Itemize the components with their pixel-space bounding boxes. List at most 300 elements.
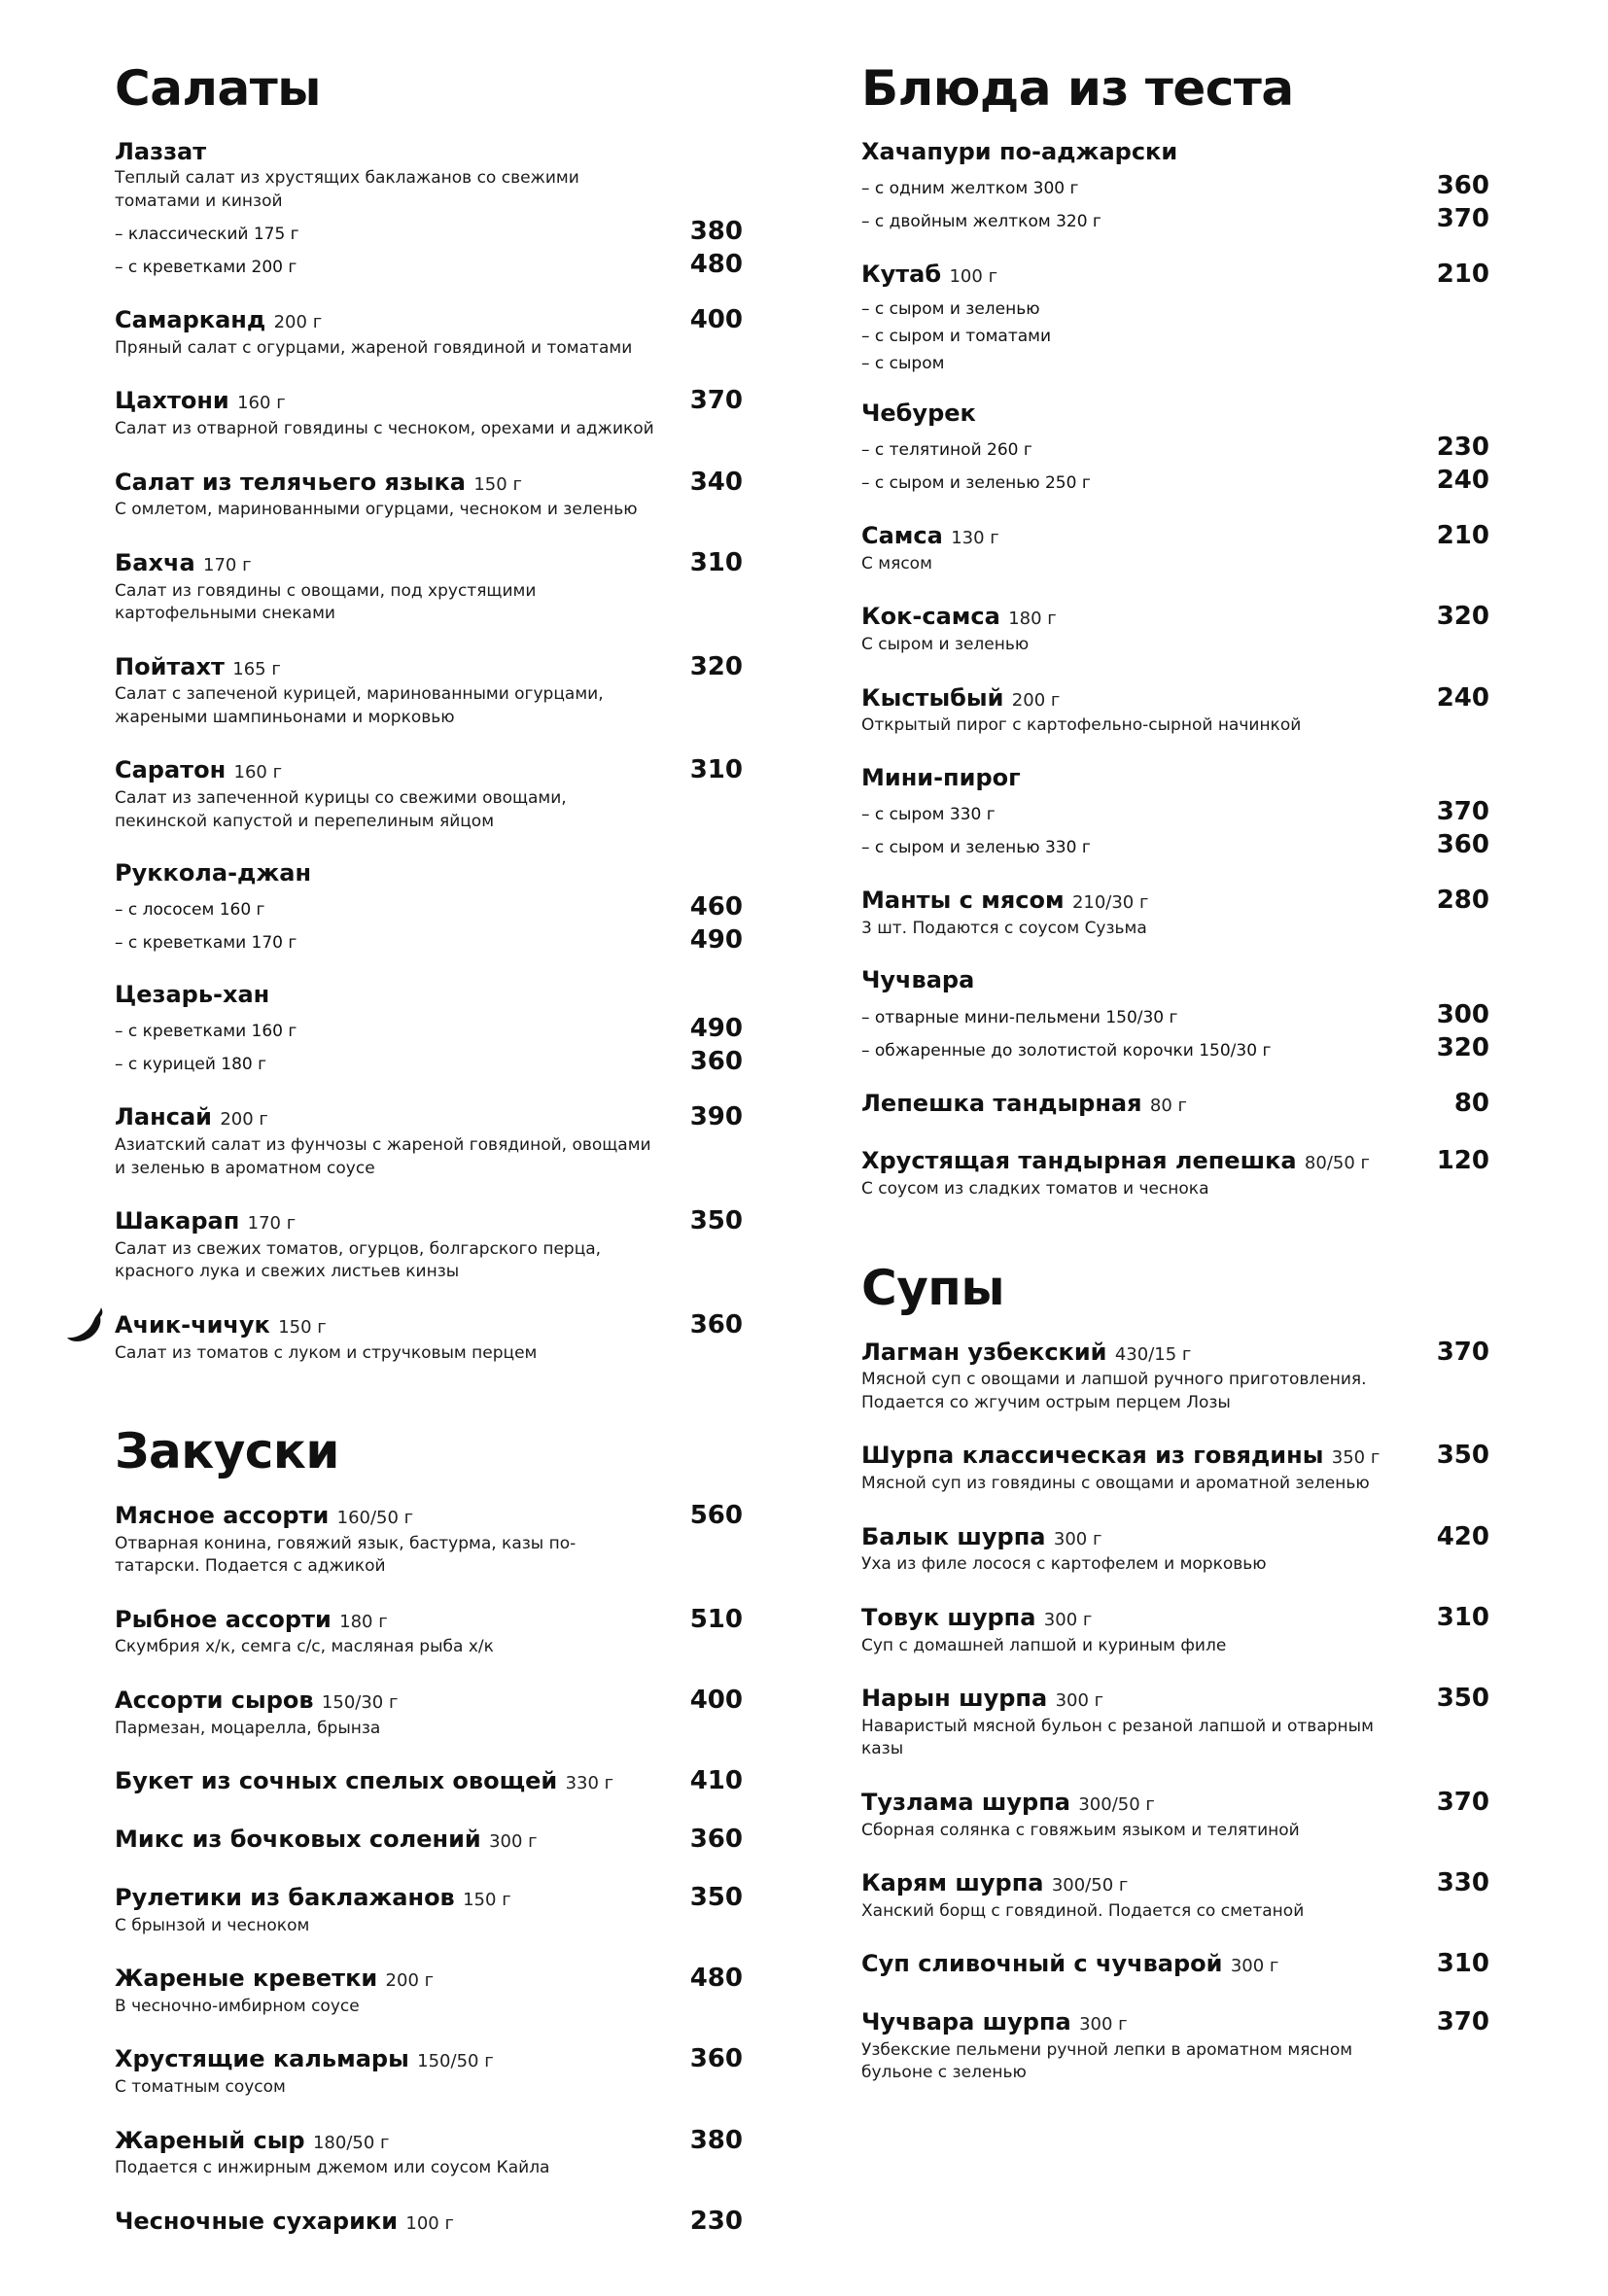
dish-weight: 100 г xyxy=(949,266,998,288)
dish-price: 350 xyxy=(1436,1684,1489,1714)
menu-item xyxy=(861,1337,1493,1415)
dish-weight: 180 г xyxy=(339,1611,388,1632)
dish-description: Салат из говядины с овощами, под хрустящими картофельными снеками xyxy=(115,580,537,624)
dish-description: Салат из запеченной курицы со свежими овощами, пекинской капустой и перепелиным яйцом xyxy=(115,788,567,831)
menu-item-header xyxy=(115,1963,747,1996)
variant-price: 490 xyxy=(689,1014,743,1044)
variant-label: – с сыром и зеленью 330 г xyxy=(861,838,1091,858)
menu-item xyxy=(861,137,1493,233)
dish-description: С томатным соусом xyxy=(115,2077,286,2098)
menu-item xyxy=(861,1088,1493,1121)
menu-item xyxy=(115,2125,747,2180)
dish-title: Лепешка тандырная xyxy=(861,1089,1142,1117)
left-column xyxy=(115,62,747,2264)
menu-item-header xyxy=(115,2043,747,2076)
dish-title: Самарканд xyxy=(115,306,266,334)
dish-name xyxy=(115,858,311,888)
dish-option: – с сыром и томатами xyxy=(861,326,1052,346)
dish-description: Скумбрия х/к, семга с/с, масляная рыба х/к xyxy=(115,1637,494,1657)
dish-variant xyxy=(115,217,747,246)
dish-weight: 150/50 г xyxy=(417,2051,494,2072)
variant-label: – классический 175 г xyxy=(115,225,299,245)
dish-price: 350 xyxy=(689,1206,743,1236)
dish-title: Чучвара шурпа xyxy=(861,2008,1071,2036)
dish-description: Отварная конина, говяжий язык, бастурма, казы по-татарски. Подается с аджикой xyxy=(115,1533,577,1577)
dish-name xyxy=(861,965,974,995)
variant-label: – с одним желтком 300 г xyxy=(861,179,1079,199)
dish-title: Хрустящая тандырная лепешка xyxy=(861,1147,1297,1175)
dish-price: 360 xyxy=(689,1309,743,1339)
dish-weight: 180/50 г xyxy=(312,2132,390,2153)
dish-price: 350 xyxy=(689,1882,743,1912)
dish-price: 420 xyxy=(1436,1521,1489,1551)
dish-weight: 300 г xyxy=(489,1830,538,1852)
menu-item xyxy=(115,1500,747,1579)
dish-description: С брынзой и чесноком xyxy=(115,1915,310,1935)
menu-item xyxy=(861,965,1493,1061)
dish-title: Салат из телячьего языка xyxy=(115,468,466,496)
dish-weight: 200 г xyxy=(220,1109,268,1131)
dough-list xyxy=(861,137,1493,1201)
variant-price: 320 xyxy=(1436,1032,1489,1062)
menu-item xyxy=(861,2006,1493,2085)
menu-item xyxy=(861,1440,1493,1495)
dish-name xyxy=(115,386,286,416)
dish-name xyxy=(861,1338,1191,1368)
menu-item-header xyxy=(115,651,747,684)
dish-price: 360 xyxy=(689,1824,743,1854)
dish-title: Манты с мясом xyxy=(861,887,1065,915)
dish-name xyxy=(861,1146,1370,1176)
dish-title: Товук шурпа xyxy=(861,1603,1036,1631)
menu-item xyxy=(115,2043,747,2099)
dish-description: Салат из томатов с луком и стручковым перцем xyxy=(115,1342,538,1363)
dish-variant xyxy=(861,204,1493,233)
dish-name xyxy=(115,652,281,682)
dish-price: 320 xyxy=(689,651,743,681)
dish-weight: 160 г xyxy=(233,762,283,783)
dish-name xyxy=(861,137,1177,167)
dish-title: Бахча xyxy=(115,548,195,576)
dish-title: Чесночные сухарики xyxy=(115,2207,399,2235)
dish-name xyxy=(861,602,1057,632)
variant-price: 480 xyxy=(689,250,743,280)
dish-title: Балык шурпа xyxy=(861,1522,1046,1550)
menu-item-header xyxy=(115,1685,747,1718)
dish-name xyxy=(861,763,1021,793)
variant-price: 380 xyxy=(689,217,743,247)
dish-name xyxy=(115,2126,389,2156)
dish-title: Микс из бочковых солений xyxy=(115,1825,481,1853)
dish-variant xyxy=(861,797,1493,826)
dish-description: В чесночно-имбирном соусе xyxy=(115,1996,360,2016)
dish-name xyxy=(115,1206,296,1236)
soups-list xyxy=(861,1337,1493,2085)
dish-name xyxy=(861,2007,1128,2037)
dish-title: Саратон xyxy=(115,756,227,784)
dish-name xyxy=(861,1441,1380,1471)
dish-title: Цахтони xyxy=(115,387,229,415)
menu-item-header xyxy=(861,601,1493,634)
variant-price: 360 xyxy=(689,1047,743,1077)
dish-name xyxy=(115,2044,494,2074)
menu-item xyxy=(115,858,747,955)
menu-item xyxy=(861,1145,1493,1200)
dish-variant xyxy=(115,250,747,279)
dish-title: Букет из сочных спелых овощей xyxy=(115,1767,558,1795)
dish-name xyxy=(115,980,269,1010)
menu-item-header xyxy=(861,1867,1493,1900)
dish-title: Шурпа классическая из говядины xyxy=(861,1442,1324,1470)
dish-price: 210 xyxy=(1436,260,1489,290)
dish-weight: 300 г xyxy=(1043,1609,1093,1630)
menu-item-header xyxy=(861,1787,1493,1820)
dish-description: Салат с запеченой курицей, маринованными огурцами, жареными шампиньонами и морковью xyxy=(115,684,604,727)
dish-name xyxy=(115,2207,454,2237)
section-title-dough: Блюда из теста xyxy=(861,60,1294,117)
menu-item-header xyxy=(115,1765,747,1798)
dish-weight: 200 г xyxy=(1011,689,1061,711)
dish-price: 370 xyxy=(1436,1337,1489,1367)
dish-price: 360 xyxy=(689,2044,743,2074)
salads-list xyxy=(115,137,747,1365)
dish-price: 390 xyxy=(689,1102,743,1132)
dish-weight: 150/30 г xyxy=(321,1691,399,1713)
dish-weight: 300 г xyxy=(1055,1690,1104,1712)
dish-title: Ачик-чичук xyxy=(115,1310,270,1339)
menu-item-header xyxy=(115,1309,747,1342)
dish-price: 310 xyxy=(1436,1949,1489,1979)
variant-price: 300 xyxy=(1436,999,1489,1029)
dish-name xyxy=(115,1883,511,1913)
menu-item-header xyxy=(115,137,747,167)
dish-description: С мясом xyxy=(861,553,932,574)
dish-description: Азиатский салат из фунчозы с жареной говядиной, овощами и зеленью в ароматном соусе xyxy=(115,1135,651,1178)
dish-description: Пармезан, моцарелла, брынза xyxy=(115,1718,381,1738)
dish-title: Кок-самса xyxy=(861,603,1000,631)
menu-item xyxy=(115,1824,747,1857)
dish-price: 370 xyxy=(689,386,743,416)
menu-item xyxy=(861,259,1493,373)
dish-description: Пряный салат с огурцами, жареной говядиной и томатами xyxy=(115,337,633,358)
menu-item xyxy=(861,399,1493,495)
variant-label: – с сыром 330 г xyxy=(861,805,996,825)
variant-price: 490 xyxy=(689,925,743,956)
dish-weight: 200 г xyxy=(273,312,323,333)
dish-price: 310 xyxy=(689,547,743,577)
dish-name xyxy=(861,1868,1128,1898)
menu-item-header xyxy=(115,2125,747,2158)
menu-item xyxy=(115,1205,747,1284)
dish-description: Мясной суп с овощами и лапшой ручного приготовления. Подается со жгучим острым перцем Лозы xyxy=(861,1370,1367,1412)
menu-item xyxy=(115,754,747,833)
dish-title: Цезарь-хан xyxy=(115,981,270,1009)
menu-item-header xyxy=(115,1882,747,1915)
dish-name xyxy=(115,548,252,578)
menu-item xyxy=(115,1604,747,1659)
dish-variant xyxy=(115,1014,747,1043)
dish-price: 410 xyxy=(689,1766,743,1796)
dish-description: Открытый пирог с картофельно-сырной начинкой xyxy=(861,715,1302,736)
menu-item xyxy=(115,1309,747,1365)
dish-price: 320 xyxy=(1436,602,1489,632)
menu-item-header xyxy=(861,965,1493,995)
dish-weight: 80/50 г xyxy=(1304,1153,1370,1174)
variant-label: – обжаренные до золотистой корочки 150/30 г xyxy=(861,1040,1272,1061)
dish-weight: 150 г xyxy=(473,473,522,495)
dish-title: Мини-пирог xyxy=(861,763,1021,791)
menu-item-header xyxy=(861,399,1493,429)
dish-description: Уха из филе лосося с картофелем и морковью xyxy=(861,1554,1267,1575)
chili-pepper-icon xyxy=(64,1304,109,1348)
dish-title: Ассорти сыров xyxy=(115,1686,314,1714)
dish-title: Чебурек xyxy=(861,399,976,427)
dish-weight: 200 г xyxy=(385,1970,435,1992)
dish-variant xyxy=(861,830,1493,859)
menu-item xyxy=(861,520,1493,575)
dish-price: 280 xyxy=(1436,886,1489,916)
menu-item xyxy=(861,601,1493,656)
dish-weight: 210/30 г xyxy=(1071,892,1149,914)
dish-weight: 170 г xyxy=(247,1213,297,1235)
dish-title: Карям шурпа xyxy=(861,1869,1044,1896)
dish-title: Шакарап xyxy=(115,1207,240,1235)
menu-item-header xyxy=(115,1500,747,1533)
dish-description: С соусом из сладких томатов и чеснока xyxy=(861,1179,1209,1200)
variant-price: 240 xyxy=(1436,466,1489,496)
dish-name xyxy=(861,1603,1092,1633)
menu-item xyxy=(115,467,747,522)
dish-weight: 300 г xyxy=(1053,1528,1102,1549)
dish-name xyxy=(115,1825,538,1855)
dish-name xyxy=(115,1102,268,1132)
variant-price: 460 xyxy=(689,892,743,922)
dish-weight: 300 г xyxy=(1079,2014,1128,2035)
variant-price: 370 xyxy=(1436,204,1489,234)
variant-label: – с телятиной 260 г xyxy=(861,440,1032,461)
dish-title: Суп сливочный с чучварой xyxy=(861,1950,1223,1978)
menu-item-header xyxy=(115,1101,747,1134)
dish-weight: 130 г xyxy=(951,528,999,549)
dish-variant xyxy=(861,171,1493,200)
dish-title: Жареный сыр xyxy=(115,2126,305,2154)
dish-title: Тузлама шурпа xyxy=(861,1788,1070,1816)
appetizers-list xyxy=(115,1500,747,2239)
dish-name xyxy=(115,1766,613,1796)
menu-item-header xyxy=(861,1948,1493,1981)
menu-item xyxy=(115,651,747,730)
section-title-salads: Салаты xyxy=(115,60,321,117)
dish-description: Мясной суп из говядины с овощами и ароматной зеленью xyxy=(861,1474,1370,1494)
menu-item-header xyxy=(861,763,1493,793)
dish-variant xyxy=(115,925,747,955)
menu-item xyxy=(861,1683,1493,1761)
menu-item-header xyxy=(861,885,1493,918)
dish-option: – с сыром и зеленью xyxy=(861,298,1040,319)
dish-variant xyxy=(861,1000,1493,1029)
dish-price: 230 xyxy=(689,2206,743,2236)
variant-label: – с креветками 200 г xyxy=(115,258,297,278)
dish-variant xyxy=(861,1033,1493,1062)
dish-title: Мясное ассорти xyxy=(115,1501,330,1529)
dish-name xyxy=(861,1684,1103,1714)
dish-weight: 165 г xyxy=(232,658,281,679)
dish-name xyxy=(861,1089,1187,1119)
menu-item-header xyxy=(861,682,1493,715)
dish-title: Жареные креветки xyxy=(115,1965,378,1993)
menu-item-header xyxy=(861,1088,1493,1121)
dish-price: 80 xyxy=(1453,1088,1489,1118)
variant-price: 360 xyxy=(1436,830,1489,860)
variant-label: – с двойным желтком 320 г xyxy=(861,212,1101,232)
dish-name xyxy=(861,399,976,429)
variant-price: 370 xyxy=(1436,797,1489,827)
dish-option: – с сыром xyxy=(861,353,945,373)
dish-description: С омлетом, маринованными огурцами, чесноком и зеленью xyxy=(115,500,638,520)
menu-item-header xyxy=(861,520,1493,553)
menu-item-header xyxy=(115,980,747,1010)
dish-price: 370 xyxy=(1436,1787,1489,1817)
menu-item-header xyxy=(115,304,747,337)
menu-item-header xyxy=(115,385,747,418)
dish-description: Теплый салат из хрустящих баклажанов со свежими томатами и кинзой xyxy=(115,168,579,211)
dish-description: С сыром и зеленью xyxy=(861,635,1030,655)
dish-name xyxy=(115,1686,398,1716)
dish-description: Салат из отварной говядины с чесноком, орехами и аджикой xyxy=(115,419,654,439)
dish-price: 370 xyxy=(1436,2007,1489,2037)
dish-weight: 80 г xyxy=(1149,1095,1187,1116)
menu-item xyxy=(115,1765,747,1798)
dish-description: Ханский борщ с говядиной. Подается со сметаной xyxy=(861,1900,1305,1921)
dish-price: 210 xyxy=(1436,521,1489,551)
menu-item xyxy=(115,1101,747,1180)
dish-name xyxy=(861,886,1148,916)
dish-price: 330 xyxy=(1436,1868,1489,1897)
dish-weight: 430/15 г xyxy=(1114,1343,1192,1365)
menu-item xyxy=(115,1963,747,2018)
variant-label: – с лососем 160 г xyxy=(115,900,265,921)
dish-weight: 330 г xyxy=(565,1773,614,1794)
menu-item xyxy=(115,980,747,1076)
menu-item-header xyxy=(115,858,747,888)
dish-title: Кутаб xyxy=(861,261,942,289)
dish-name xyxy=(115,1501,413,1531)
menu-item xyxy=(115,547,747,626)
menu-item-header xyxy=(115,1604,747,1637)
variant-label: – с креветками 170 г xyxy=(115,933,297,954)
dish-description: Суп с домашней лапшой и куриным филе xyxy=(861,1635,1227,1655)
variant-label: – с курицей 180 г xyxy=(115,1055,267,1075)
dish-title: Лансай xyxy=(115,1103,212,1131)
dish-price: 350 xyxy=(1436,1441,1489,1471)
dish-price: 480 xyxy=(689,1964,743,1994)
dish-weight: 300/50 г xyxy=(1078,1793,1155,1815)
menu-item xyxy=(115,2206,747,2239)
menu-item-header xyxy=(861,2006,1493,2039)
dish-weight: 180 г xyxy=(1008,609,1057,630)
menu-item xyxy=(861,1948,1493,1981)
dish-title: Рулетики из баклажанов xyxy=(115,1883,455,1911)
dish-title: Чучвара xyxy=(861,966,975,994)
menu-item-header xyxy=(115,547,747,580)
dish-description: 3 шт. Подаются с соусом Сузьма xyxy=(861,918,1147,938)
dish-name xyxy=(115,1605,388,1635)
dish-price: 120 xyxy=(1436,1146,1489,1176)
variant-price: 360 xyxy=(1436,171,1489,201)
dish-title: Руккола-джан xyxy=(115,858,312,887)
dish-price: 340 xyxy=(689,467,743,497)
dish-name xyxy=(115,305,322,335)
dish-weight: 150 г xyxy=(463,1889,511,1910)
dish-name xyxy=(861,521,999,551)
menu-item-header xyxy=(115,467,747,500)
dish-weight: 100 г xyxy=(405,2212,454,2234)
section-title-soups: Супы xyxy=(861,1259,1005,1316)
menu-item xyxy=(861,682,1493,738)
dish-name xyxy=(861,1949,1278,1979)
menu-item xyxy=(115,1685,747,1740)
variant-label: – с креветками 160 г xyxy=(115,1022,297,1042)
dish-description: Узбекские пельмени ручной лепки в ароматном мясном бульоне с зеленью xyxy=(861,2039,1353,2083)
menu-item xyxy=(115,385,747,440)
dish-title: Хачапури по-аджарски xyxy=(861,138,1178,165)
menu-item-header xyxy=(861,137,1493,167)
menu-item xyxy=(861,763,1493,859)
dish-name xyxy=(861,1788,1155,1818)
variant-label: – отварные мини-пельмени 150/30 г xyxy=(861,1007,1178,1027)
dish-price: 510 xyxy=(689,1604,743,1634)
dish-name xyxy=(861,683,1060,713)
menu-item-header xyxy=(861,1602,1493,1635)
dish-title: Кыстыбый xyxy=(861,683,1004,712)
dish-price: 400 xyxy=(689,305,743,335)
dish-description: Наваристый мясной бульон с резаной лапшой и отварным казы xyxy=(861,1716,1374,1759)
menu-item xyxy=(861,1521,1493,1577)
dish-weight: 300 г xyxy=(1230,1956,1279,1977)
dish-name xyxy=(115,755,282,785)
dish-title: Пойтахт xyxy=(115,652,225,680)
dish-weight: 160 г xyxy=(237,393,286,414)
dish-weight: 150 г xyxy=(278,1316,327,1338)
dish-variant xyxy=(861,466,1493,495)
dish-variant xyxy=(115,1047,747,1076)
section-title-appetizers: Закуски xyxy=(115,1422,339,1479)
menu-item xyxy=(861,1867,1493,1923)
dish-description: Подается с инжирным джемом или соусом Кайла xyxy=(115,2158,550,2178)
variant-label: – с сыром и зеленью 250 г xyxy=(861,473,1091,494)
menu-item-header xyxy=(861,1521,1493,1554)
menu-item xyxy=(115,304,747,360)
dish-variant xyxy=(115,892,747,922)
dish-price: 560 xyxy=(689,1500,743,1530)
dish-name xyxy=(115,1964,434,1994)
dish-title: Нарын шурпа xyxy=(861,1685,1048,1713)
menu-item-header xyxy=(115,2206,747,2239)
menu-item xyxy=(861,1602,1493,1657)
menu-item-header xyxy=(861,1337,1493,1370)
dish-description: Сборная солянка с говяжьим языком и телятиной xyxy=(861,1820,1300,1840)
dish-weight: 170 г xyxy=(203,554,252,575)
dish-weight: 160/50 г xyxy=(336,1507,414,1528)
dish-price: 310 xyxy=(1436,1602,1489,1632)
dish-name xyxy=(861,260,997,290)
dish-price: 380 xyxy=(689,2125,743,2155)
dish-price: 240 xyxy=(1436,682,1489,713)
menu-item xyxy=(861,1787,1493,1842)
dish-title: Хрустящие кальмары xyxy=(115,2045,409,2073)
dish-name xyxy=(115,468,522,498)
menu-item-header xyxy=(861,259,1493,292)
